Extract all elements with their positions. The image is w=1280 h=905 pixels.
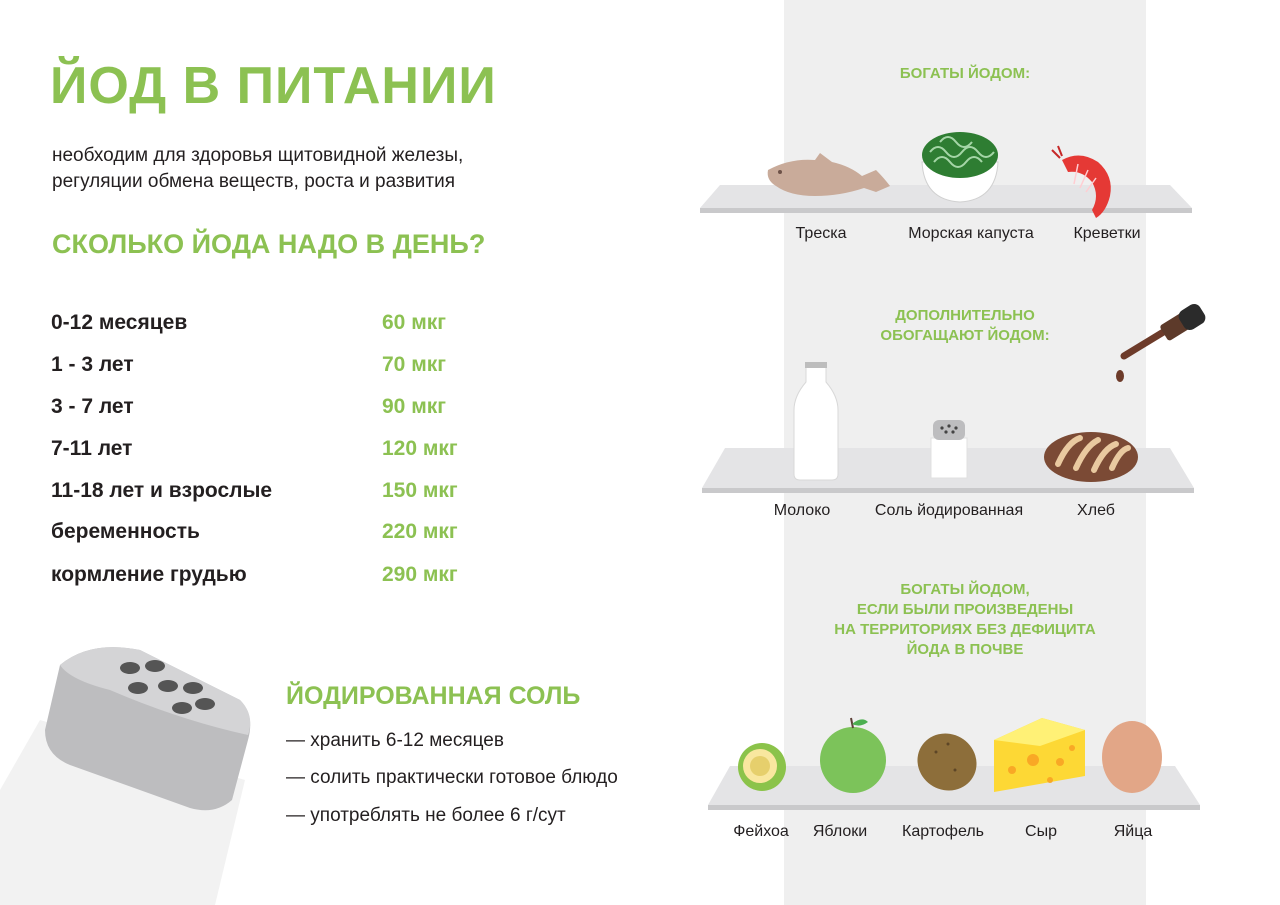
milk-bottle-illustration	[794, 362, 838, 480]
food-label-seaweed: Морская капуста	[908, 225, 1034, 242]
intake-age: 7-11 лет	[51, 437, 133, 460]
seaweed-illustration	[922, 132, 998, 202]
rich-in-iodine-heading	[800, 64, 1130, 84]
food-label-potato: Картофель	[901, 823, 985, 840]
intro-line-2: регуляции обмена веществ, роста и развития	[52, 171, 455, 192]
intro-text	[52, 143, 463, 195]
conditional-heading-line: ЙОДА В ПОЧВЕ	[906, 641, 1024, 658]
iodized-salt-heading: ЙОДИРОВАННАЯ СОЛЬ	[286, 682, 581, 710]
salt-tip: — солить практически готовое блюдо	[286, 767, 618, 788]
food-label-eggs: Яйца	[1113, 823, 1153, 840]
intake-row	[0, 311, 600, 341]
salt-tip: — хранить 6-12 месяцев	[286, 730, 504, 751]
intake-row	[0, 395, 600, 425]
intake-amount: 60 мкг	[382, 311, 446, 334]
intake-amount: 70 мкг	[382, 353, 446, 376]
enriched-heading-line: ДОПОЛНИТЕЛЬНО	[895, 307, 1035, 324]
intake-row	[0, 479, 600, 509]
intake-age: 0-12 месяцев	[51, 311, 188, 334]
intake-amount: 120 мкг	[382, 437, 458, 460]
apple-illustration	[820, 718, 886, 793]
intake-amount: 90 мкг	[382, 395, 446, 418]
food-label-cheese: Сыр	[1025, 823, 1057, 840]
intake-row	[0, 563, 600, 593]
conditional-heading-line: ЕСЛИ БЫЛИ ПРОИЗВЕДЕНЫ	[856, 601, 1074, 618]
conditional-heading	[800, 580, 1130, 660]
salt-tip: — употреблять не более 6 г/сут	[286, 805, 566, 826]
small-salt-illustration	[931, 420, 967, 478]
intake-row	[0, 353, 600, 383]
enriched-heading-line: ОБОГАЩАЮТ ЙОДОМ:	[880, 327, 1050, 344]
salt-shaker-illustration	[0, 647, 250, 905]
intake-row	[0, 520, 600, 550]
intake-age: 1 - 3 лет	[51, 353, 134, 376]
intake-age: кормление грудью	[51, 563, 247, 586]
conditional-heading-line: БОГАТЫ ЙОДОМ,	[900, 581, 1030, 598]
food-label-bread: Хлеб	[1077, 502, 1115, 519]
feijoa-illustration	[738, 743, 786, 791]
cod-illustration	[768, 153, 890, 196]
intake-row	[0, 437, 600, 467]
intake-age: беременность	[51, 520, 200, 543]
food-label-cod: Треска	[795, 225, 847, 242]
food-label-milk: Молоко	[773, 502, 831, 519]
intake-amount: 290 мкг	[382, 563, 458, 586]
conditional-heading-line: НА ТЕРРИТОРИЯХ БЕЗ ДЕФИЦИТА	[834, 621, 1096, 638]
egg-illustration	[1102, 721, 1162, 793]
food-label-apples: Яблоки	[812, 823, 868, 840]
page-title: ЙОД В ПИТАНИИ	[50, 57, 497, 115]
intake-age: 3 - 7 лет	[51, 395, 134, 418]
rich-heading-line: БОГАТЫ ЙОДОМ:	[899, 65, 1031, 82]
intro-line-1: необходим для здоровья щитовидной железы,	[52, 145, 464, 166]
daily-intake-heading: СКОЛЬКО ЙОДА НАДО В ДЕНЬ?	[52, 229, 486, 259]
intake-amount: 220 мкг	[382, 520, 458, 543]
enriched-heading	[800, 306, 1130, 346]
intake-age: 11-18 лет и взрослые	[51, 479, 273, 502]
food-label-iodized-salt: Соль йодированная	[874, 502, 1024, 519]
bread-illustration	[1044, 432, 1138, 482]
food-label-feijoa: Фейхоа	[733, 823, 789, 840]
food-label-shrimp: Креветки	[1073, 225, 1141, 242]
intake-amount: 150 мкг	[382, 479, 458, 502]
